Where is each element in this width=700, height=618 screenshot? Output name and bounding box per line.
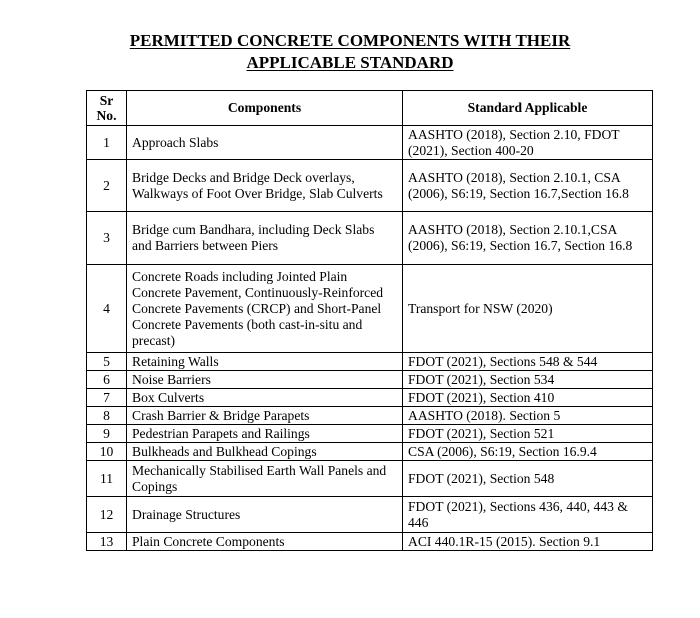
table-row	[87, 353, 653, 371]
component-cell: Drainage Structures	[127, 497, 403, 533]
standard-cell: FDOT (2021), Section 521	[403, 425, 653, 443]
table-header-row	[87, 91, 653, 126]
sr-cell: 5	[87, 353, 127, 371]
sr-cell: 7	[87, 389, 127, 407]
sr-cell: 9	[87, 425, 127, 443]
table-row	[87, 389, 653, 407]
standard-cell: FDOT (2021), Sections 548 & 544	[403, 353, 653, 371]
component-cell: Bridge cum Bandhara, including Deck Slabs and Barriers between Piers	[127, 212, 403, 265]
component-cell: Noise Barriers	[127, 371, 403, 389]
sr-cell: 8	[87, 407, 127, 425]
sr-cell: 3	[87, 212, 127, 265]
component-cell: Crash Barrier & Bridge Parapets	[127, 407, 403, 425]
table-row	[87, 461, 653, 497]
component-cell: Retaining Walls	[127, 353, 403, 371]
component-cell: Bridge Decks and Bridge Deck overlays, Walkways of Foot Over Bridge, Slab Culverts	[127, 160, 403, 212]
component-cell: Bulkheads and Bulkhead Copings	[127, 443, 403, 461]
sr-cell: 1	[87, 126, 127, 160]
page-title-line-1: PERMITTED CONCRETE COMPONENTS WITH THEIR	[129, 31, 571, 50]
page-title-line-2: APPLICABLE STANDARD	[246, 53, 454, 72]
component-cell: Concrete Roads including Jointed Plain Concrete Pavement, Continuously-Reinforced Concrete Pavements (CRCP) and Short-Panel Concrete Pavements (both cast-in-situ and precast)	[127, 265, 403, 353]
table-row	[87, 533, 653, 551]
table-row	[87, 160, 653, 212]
page-title	[0, 30, 700, 74]
table-row	[87, 425, 653, 443]
header-sr-no	[87, 91, 127, 126]
sr-cell: 4	[87, 265, 127, 353]
table-row	[87, 371, 653, 389]
standard-cell: Transport for NSW (2020)	[403, 265, 653, 353]
sr-cell: 2	[87, 160, 127, 212]
sr-cell: 13	[87, 533, 127, 551]
sr-cell: 10	[87, 443, 127, 461]
standard-cell: FDOT (2021), Sections 436, 440, 443 & 446	[403, 497, 653, 533]
table-row	[87, 265, 653, 353]
component-cell: Approach Slabs	[127, 126, 403, 160]
component-cell: Mechanically Stabilised Earth Wall Panels and Copings	[127, 461, 403, 497]
table-row	[87, 212, 653, 265]
header-components: Components	[127, 91, 403, 126]
table-row	[87, 497, 653, 533]
standard-cell: AASHTO (2018), Section 2.10.1, CSA (2006), S6:19, Section 16.7,Section 16.8	[403, 160, 653, 212]
component-cell: Box Culverts	[127, 389, 403, 407]
sr-cell: 11	[87, 461, 127, 497]
header-standard: Standard Applicable	[403, 91, 653, 126]
standard-cell: AASHTO (2018). Section 5	[403, 407, 653, 425]
sr-cell: 6	[87, 371, 127, 389]
standard-cell: FDOT (2021), Section 534	[403, 371, 653, 389]
table-row	[87, 407, 653, 425]
table-row	[87, 126, 653, 160]
standard-cell: FDOT (2021), Section 410	[403, 389, 653, 407]
component-cell: Pedestrian Parapets and Railings	[127, 425, 403, 443]
header-sr-no-label: Sr No.	[96, 93, 117, 123]
standard-cell: FDOT (2021), Section 548	[403, 461, 653, 497]
standards-table	[86, 90, 653, 551]
component-cell: Plain Concrete Components	[127, 533, 403, 551]
standard-cell: CSA (2006), S6:19, Section 16.9.4	[403, 443, 653, 461]
table-row	[87, 443, 653, 461]
standard-cell: ACI 440.1R-15 (2015). Section 9.1	[403, 533, 653, 551]
sr-cell: 12	[87, 497, 127, 533]
standard-cell: AASHTO (2018), Section 2.10.1,CSA (2006), S6:19, Section 16.7, Section 16.8	[403, 212, 653, 265]
standard-cell: AASHTO (2018), Section 2.10, FDOT (2021), Section 400-20	[403, 126, 653, 160]
